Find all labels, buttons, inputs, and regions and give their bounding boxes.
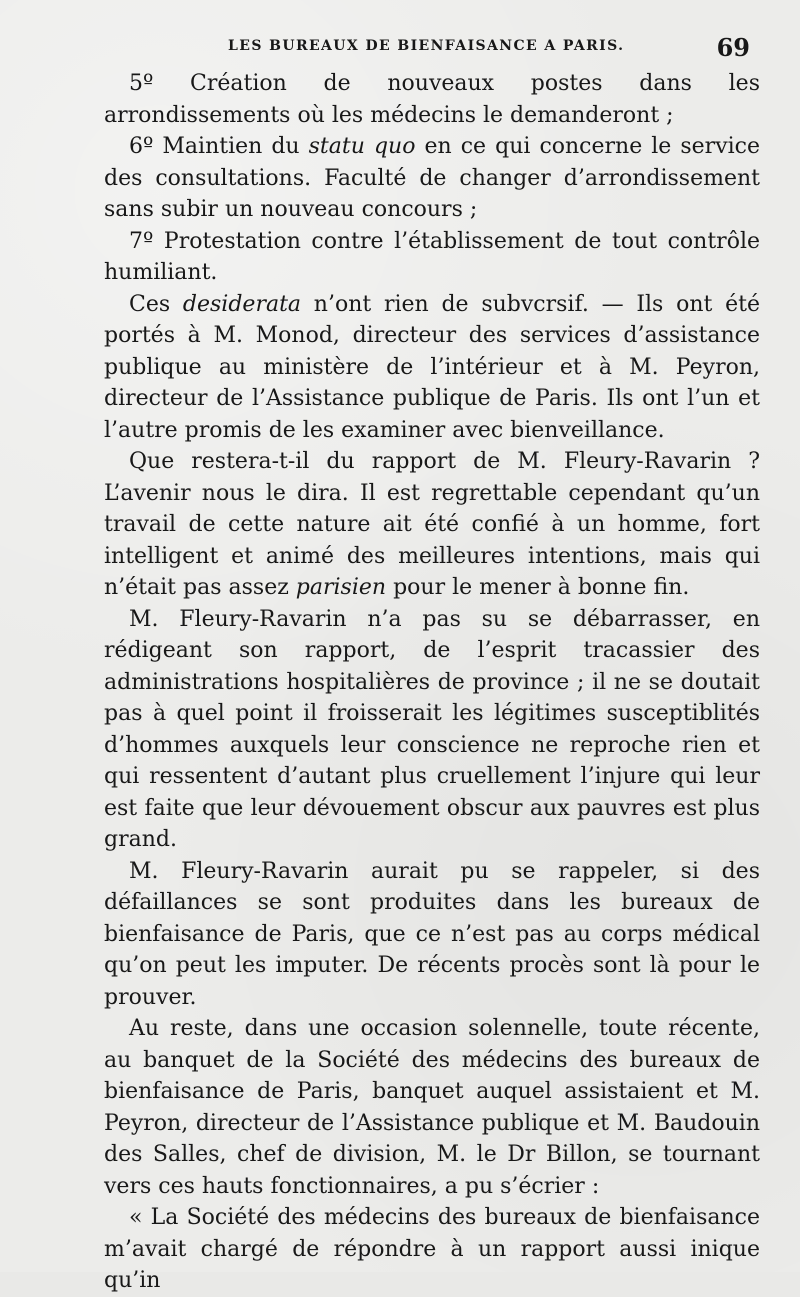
paragraph-5 [104,446,760,604]
paragraph-6-text: M. Fleury-Ravarin n’a pas su se débarrasser, en rédigeant son rapport, de l’esprit tracassier des administrations hospitalières de province ; il ne se doutait pas à quel point il froisserait les légitimes susceptiblités d’hommes auxquels leur conscience ne reproche rien et qui ressentent d’autant plus cruellement l’injure qui leur est faite que leur dévouement obscur aux pauvres est plus grand. [104,606,760,852]
paragraph-3-text: 7º Protestation contre l’établissement de tout contrôle humiliant. [104,228,760,285]
paragraph-3 [104,226,760,289]
paragraph-9 [104,1202,760,1297]
running-title: LES BUREAUX DE BIENFAISANCE A PARIS. [228,38,625,54]
paragraph-5-italic-term: parisien [295,575,387,600]
paragraph-2 [104,131,760,226]
paragraph-8 [104,1013,760,1202]
paragraph-2-text-2: en ce qui concerne le service des consultations. Faculté de changer d’arrondissement sans subir un nouveau concours ; [104,134,760,222]
paragraph-1 [104,68,760,131]
paragraph-4-text-1: Ces [129,291,183,317]
paragraph-9-text: « La Société des médecins des bureaux de bienfaisance m’avait chargé de répondre à un rapport aussi inique qu’in [104,1205,760,1293]
paragraph-8-text: Au reste, dans une occasion solennelle, toute récente, au banquet de la Société des médecins des bureaux de bienfaisance de Paris, banquet auquel assistaient et M. Peyron, directeur de l’Assistance publique et M. Baudouin des Salles, chef de division, M. le Dr Billon, se tournant vers ces hauts fonctionnaires, a pu s’écrier : [104,1016,760,1199]
paragraph-2-italic-term: statu quo [308,134,416,159]
paragraph-2-text-1: 6º Maintien du [129,134,309,159]
paragraph-5-text-1: Que restera-t-il du rapport de M. Fleury-Ravarin ? L’avenir nous le dira. Il est regrettable cependant qu’un travail de cette nature ait été confié à un homme, fort intelligent et animé des meilleures intentions, mais qui n’était pas assez [104,449,760,600]
paragraph-1-text: 5º Création de nouveaux postes dans les arrondissements où les médecins le demanderont ; [104,71,760,128]
paragraph-4-text-2: n’ont rien de subvcrsif. — Ils ont été portés à M. Monod, directeur des services d’assistance publique au ministère de l’intérieur et à M. Peyron, directeur de l’Assistance publique de Paris. Ils ont l’un et l’autre promis de les examiner avec bienveillance. [104,291,760,443]
paragraph-6 [104,604,760,856]
page-body [104,68,760,1297]
paragraph-4 [104,289,760,447]
paragraph-4-italic-term: desiderata [182,291,302,317]
paragraph-7 [104,856,760,1014]
paragraph-5-text-2: pour le mener à bonne fin. [386,575,690,600]
page-number: 69 [716,33,750,62]
page-header [110,35,760,61]
paragraph-7-text: M. Fleury-Ravarin aurait pu se rappeler, si des défaillances se sont produites dans les bureaux de bienfaisance de Paris, que ce n’est pas au corps médical qu’on peut les imputer. De récents procès sont là pour le prouver. [104,858,760,1010]
